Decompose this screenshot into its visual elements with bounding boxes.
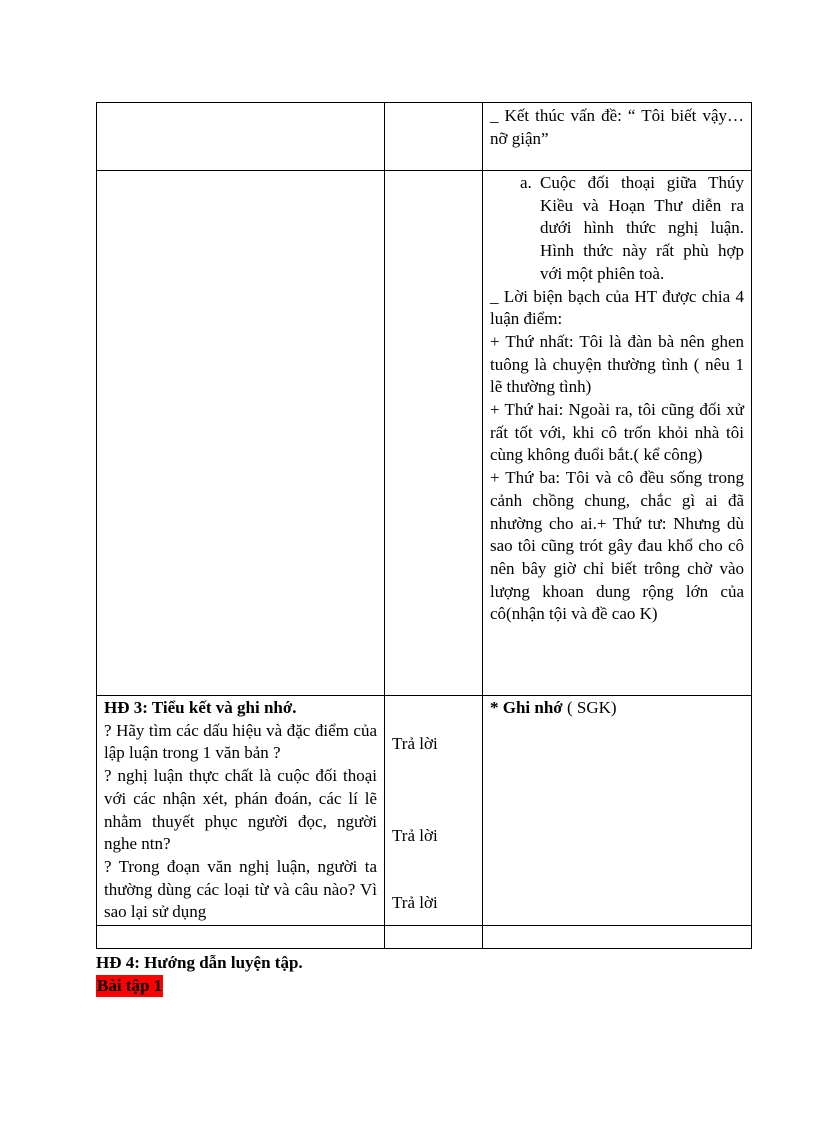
list-item: a. Cuộc đối thoại giữa Thúy Kiều và Hoạn Thư diễn ra dưới hình thức nghị luận. Hình thức này rất phù hợp với một phiên toà. xyxy=(536,172,744,286)
student-cell xyxy=(385,171,483,696)
note-label: * Ghi nhớ xyxy=(490,698,563,717)
empty-cell xyxy=(385,926,483,949)
content-cell xyxy=(483,696,752,926)
question: ? Trong đoạn văn nghị luận, người ta thường dùng các loại từ và câu nào? Vì sao lại sử dụng xyxy=(104,856,377,922)
activity-cell xyxy=(97,171,385,696)
student-cell xyxy=(385,103,483,171)
content-cell xyxy=(483,171,752,696)
table-row xyxy=(97,103,752,171)
empty-cell xyxy=(97,926,385,949)
paragraph: _ Lời biện bạch của HT được chia 4 luận điểm: xyxy=(490,286,744,329)
question: ? nghị luận thực chất là cuộc đối thoại với các nhận xét, phán đoán, các lí lẽ nhằm thuyết phục người đọc, người nghe ntn? xyxy=(104,766,377,854)
exercise-1-label: Bài tập 1 xyxy=(97,976,163,995)
activity-cell xyxy=(97,696,385,926)
paragraph: + Thứ nhất: Tôi là đàn bà nên ghen tuông là chuyện thường tình ( nêu 1 lẽ thường tình) xyxy=(490,331,744,397)
table-row xyxy=(97,696,752,926)
activity-cell xyxy=(97,103,385,171)
empty-cell xyxy=(483,926,752,949)
answer-label: Trả lời xyxy=(392,825,438,845)
paragraph: + Thứ hai: Ngoài ra, tôi cũng đối xử rất tốt với, khi cô trốn khỏi nhà tôi cùng không đuổi bắt.( kể công) xyxy=(490,400,744,465)
lesson-table xyxy=(96,102,752,949)
student-cell xyxy=(385,696,483,926)
alpha-list xyxy=(490,172,744,286)
content-cell xyxy=(483,103,752,171)
question: ? Hãy tìm các dấu hiệu và đặc điểm của lập luận trong 1 văn bản ? xyxy=(104,720,377,763)
activity-4-heading: HĐ 4: Hướng dẫn luyện tập. xyxy=(96,953,303,972)
table-row xyxy=(97,171,752,696)
note-line xyxy=(490,697,744,720)
table-row xyxy=(97,926,752,949)
answer-label: Trả lời xyxy=(392,734,438,753)
activity-heading: HĐ 3: Tiểu kết và ghi nhớ. xyxy=(104,698,297,717)
note-source: ( SGK) xyxy=(562,698,617,717)
answer-label: Trả lời xyxy=(392,893,438,913)
conclusion-text: _ Kết thúc vấn đề: “ Tôi biết vậy…nỡ giận” xyxy=(490,106,744,148)
paragraph: + Thứ ba: Tôi và cô đều sống trong cảnh chồng chung, chắc gì ai đã nhường cho ai.+ Thứ tư: Nhưng dù sao tôi cũng trót gây đau khổ cho cô nên bây giờ chỉ biết trông chờ vào lượng khoan dung rộng lớn của cô(nhận tội và đề cao K) xyxy=(490,468,744,624)
